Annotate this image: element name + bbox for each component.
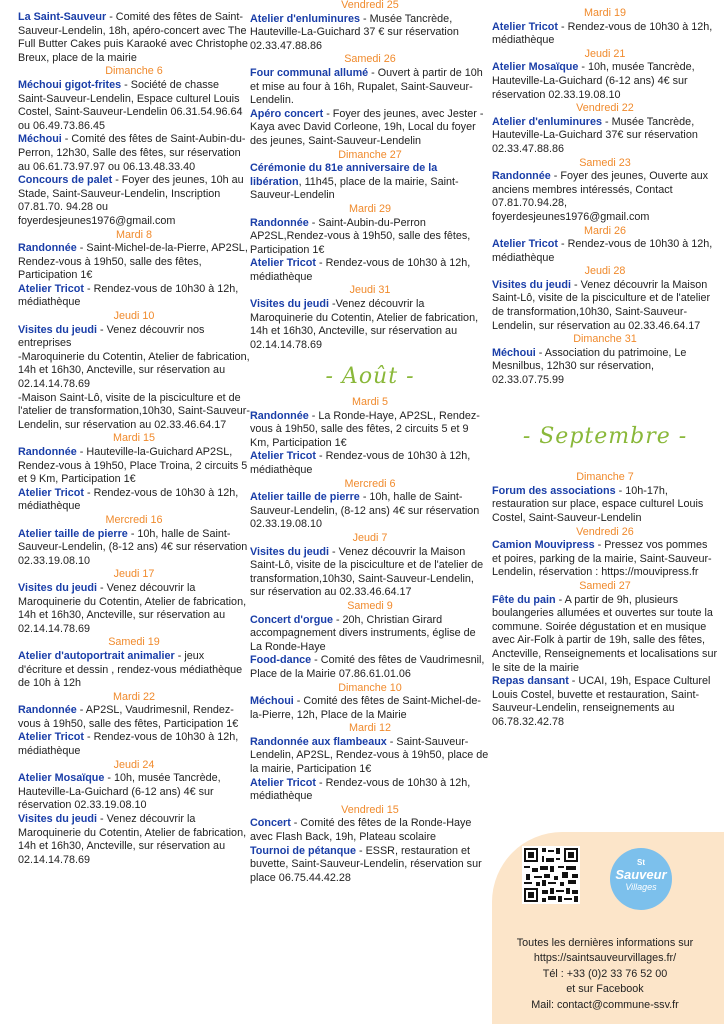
event-title: Atelier Tricot	[18, 731, 84, 744]
logo-line-2: Sauveur	[615, 867, 667, 882]
event-item	[492, 675, 718, 729]
event-item	[492, 279, 718, 333]
event-item	[250, 491, 490, 532]
event-item	[18, 731, 250, 758]
event-date: Samedi 23	[579, 156, 631, 169]
event-item	[250, 695, 490, 722]
event-description: - Comité des fêtes de Vaudrimesnil, Place de la Mairie 07.86.61.01.06	[250, 654, 485, 680]
event-item	[492, 21, 718, 48]
event-item	[18, 650, 250, 691]
event-item	[18, 79, 250, 133]
event-description: - 10h, halle de Saint-Sauveur-Lendelin, (8-12 ans) 4€ sur réservation 02.33.19.08.10	[250, 491, 480, 531]
event-item	[250, 162, 490, 203]
event-description: - A partir de 9h, plusieurs boulangeries allumées et ouvertes sur toute la commune. Soirée dégustation et en musique avec Air-Folk à partir de 19h, salle des fêtes, Ancteville, Renseignements et localisations sur le site de la mairie	[492, 593, 718, 674]
event-title: Atelier d'autoportrait animalier	[18, 649, 175, 662]
phone-number: Tél : +33 (0)2 33 76 52 00	[542, 967, 668, 980]
event-description: - Association du patrimoine, Le Mesnilbus, 12h30 sur réservation, 02.33.07.75.99	[492, 346, 687, 387]
event-description: - Rendez-vous de 10h30 à 12h, médiathèque	[492, 238, 713, 264]
event-item	[18, 772, 250, 813]
event-description: - Société de chasse Saint-Sauveur-Lendelin, Espace culturel Louis Costel, Saint-Sauveur-Lendelin 06.31.54.96.64 ou 06.49.73.86.45	[18, 78, 243, 132]
event-date: Samedi 9	[347, 599, 393, 612]
event-date: Vendredi 25	[341, 0, 399, 11]
event-title: Fête du pain	[492, 593, 556, 606]
event-item	[18, 11, 250, 65]
column-1	[18, 11, 250, 867]
event-description: - AP2SL, Vaudrimesnil, Rendez-vous à 19h50, salle des fêtes, Participation 1€	[18, 704, 239, 730]
event-description: - Rendez-vous de 10h30 à 12h, médiathèque	[18, 731, 239, 758]
event-title: Atelier Tricot	[250, 776, 316, 789]
event-description: - Rendez-vous de 10h30 à 12h, médiathèque	[250, 776, 471, 803]
event-date: Samedi 19	[108, 636, 160, 649]
event-title: Concert d'orgue	[250, 613, 333, 626]
contact-footer	[492, 832, 724, 1024]
event-item	[18, 174, 250, 228]
event-item	[18, 283, 250, 310]
event-item	[250, 298, 490, 352]
event-item	[18, 133, 250, 174]
event-date: Jeudi 10	[113, 310, 155, 323]
event-title: Visites du jeudi	[18, 581, 97, 594]
event-description: - La Ronde-Haye, AP2SL, Rendez-vous à 19h50, salle des fêtes, 2 circuits 5 et 9 Km, Participation 1€	[250, 409, 480, 449]
website-link[interactable]: https://saintsauveurvillages.fr/	[533, 952, 677, 965]
event-item	[250, 67, 490, 108]
logo-line-3: Villages	[625, 882, 657, 892]
event-title: Randonnée	[18, 242, 77, 255]
event-item	[18, 813, 250, 867]
event-item	[18, 392, 250, 433]
event-date: Jeudi 31	[349, 284, 391, 297]
event-date: Dimanche 6	[105, 65, 163, 78]
event-description: - 10h-17h, restauration sur place, espace culturel Louis Costel, Saint-Sauveur-Lendelin	[492, 484, 704, 524]
event-description: -Venez découvrir la Maroquinerie du Cotentin, Atelier de fabrication, 14h et 16h30, Ancteville, sur réservation au 02.14.14.78.69	[250, 298, 479, 351]
event-item	[18, 351, 250, 392]
event-title: Cérémonie du 81e anniversaire de la libération	[250, 162, 438, 188]
event-title: Atelier d'enluminures	[250, 12, 360, 25]
event-item	[18, 242, 250, 283]
event-date: Mercredi 16	[105, 513, 163, 526]
event-item	[492, 485, 718, 526]
event-date: Dimanche 10	[338, 681, 402, 694]
event-description: -Maison Saint-Lô, visite de la pisciculture et de l'atelier de transformation,10h30, Saint-Sauveur-Lendelin, sur réservation au 02.33.46.64.17	[18, 391, 250, 431]
event-item	[18, 324, 250, 351]
event-item	[250, 217, 490, 258]
event-date: Mardi 8	[115, 228, 152, 241]
event-date: Jeudi 28	[584, 265, 626, 278]
event-description: - Venez découvrir la Maroquinerie du Cotentin, Atelier de fabrication, 14h et 16h30, Ancteville, sur réservation au 02.14.14.78.69	[18, 813, 247, 866]
facebook-mention: et sur Facebook	[566, 983, 644, 996]
event-description: - Rendez-vous de 10h30 à 12h, médiathèque	[18, 486, 239, 513]
event-title: Randonnée	[250, 216, 309, 229]
event-item	[18, 487, 250, 514]
event-title: Randonnée	[18, 446, 77, 458]
event-item	[492, 594, 718, 676]
contact-info	[492, 936, 718, 1013]
event-date: Vendredi 26	[576, 525, 634, 538]
event-description: - jeux d'écriture et dessin , rendez-vous médiathèque de 10h à 12h	[18, 649, 243, 690]
event-description: - Hauteville-la-Guichard AP2SL, Rendez-vous à 19h50, Place Troina, 2 circuits 5 et 9 Km, Participation 1€	[18, 446, 248, 486]
event-item	[492, 116, 718, 157]
event-title: Forum des associations	[492, 484, 616, 497]
event-description: - Venez découvrir nos entreprises	[18, 323, 205, 350]
event-title: Atelier Tricot	[492, 238, 558, 251]
event-title: Camion Mouvipress	[492, 539, 595, 552]
event-item	[492, 61, 718, 102]
event-title: Visites du jeudi	[250, 545, 329, 558]
event-date: Samedi 27	[579, 579, 631, 592]
event-date: Jeudi 7	[352, 531, 388, 544]
event-item	[18, 582, 250, 636]
event-description: - Saint-Sauveur-Lendelin, AP2SL, Rendez-vous à 19h50, place de la mairie, Participation 1€	[250, 735, 489, 776]
event-item	[250, 450, 490, 477]
event-item	[492, 539, 718, 580]
event-item	[250, 13, 490, 54]
event-date: Jeudi 21	[584, 47, 626, 60]
event-title: Tournoi de pétanque	[250, 844, 356, 857]
event-item	[250, 410, 490, 451]
event-date: Vendredi 22	[576, 102, 634, 115]
event-item	[18, 528, 250, 569]
event-title: Méchoui	[250, 695, 294, 708]
event-title: Randonnée	[18, 704, 77, 717]
event-title: Randonnée aux flambeaux	[250, 735, 387, 748]
email-address[interactable]: Mail: contact@commune-ssv.fr	[531, 998, 679, 1011]
event-title: Randonnée	[492, 170, 551, 183]
event-title: Four communal allumé	[250, 66, 369, 79]
event-title: Méchoui	[492, 346, 536, 359]
column-2	[250, 0, 490, 885]
event-description: - 10h, halle de Saint-Sauveur-Lendelin, (8-12 ans) 4€ sur réservation 02.33.19.08.10	[18, 527, 248, 567]
event-date: Dimanche 31	[573, 333, 637, 346]
event-date: Dimanche 27	[338, 148, 402, 161]
event-description: - Foyer des jeunes, Ouverte aux anciens membres intéressés, Contact 07.81.70.94.28, foyerdesjeunes1976@gmail.com	[492, 170, 709, 223]
event-item	[250, 614, 490, 655]
event-description: , 11h45, place de la mairie, Saint-Sauveur-Lendelin	[250, 175, 459, 202]
month-heading: - Août -	[325, 364, 415, 390]
event-title: Visites du jeudi	[18, 813, 97, 826]
event-title: Atelier Mosaïque	[492, 61, 579, 74]
event-description: - Venez découvrir la Maison Saint-Lô, visite de la pisciculture et de l'atelier de transformation,10h30, Saint-Sauveur-Lendelin, sur réservation au 02.33.46.64.17	[492, 278, 711, 332]
event-date: Mardi 12	[348, 722, 391, 735]
event-item	[250, 736, 490, 777]
event-description: - Comité des fêtes de Saint-Sauveur-Lendelin, 18h, apéro-concert avec The Full Butter Cakes puis Karaoké avec Christophe Breux, place de la mairie	[18, 11, 248, 64]
event-title: Atelier Mosaïque	[18, 772, 105, 785]
event-date: Jeudi 17	[113, 568, 155, 581]
event-title: Atelier Tricot	[18, 282, 84, 295]
event-item	[492, 170, 718, 224]
event-title: Méchoui	[18, 133, 62, 146]
event-description: - Comité des fêtes de la Ronde-Haye avec Flash Back, 19h, Plateau scolaire	[250, 817, 472, 844]
event-date: Mardi 5	[351, 396, 388, 409]
event-description: - 20h, Christian Girard accompagnement divers instruments, église de La Ronde-Haye	[250, 613, 476, 653]
event-title: Apéro concert	[250, 107, 324, 120]
event-title: Atelier Tricot	[18, 486, 84, 499]
month-heading: - Septembre -	[522, 423, 688, 449]
event-description: - ESSR, restauration et buvette, Saint-Sauveur-Lendelin, réservation sur place 06.75.44.42.28	[250, 844, 482, 884]
event-date: Jeudi 24	[113, 758, 155, 771]
event-description: - Rendez-vous de 10h30 à 12h, médiathèque	[492, 20, 713, 47]
info-intro: Toutes les dernières informations sur	[516, 937, 694, 949]
event-item	[250, 845, 490, 886]
event-title: Atelier taille de pierre	[18, 527, 128, 540]
event-title: Food-dance	[250, 654, 312, 667]
event-date: Mardi 29	[348, 202, 391, 215]
event-item	[250, 546, 490, 600]
event-title: Repas dansant	[492, 675, 569, 688]
event-title: Atelier Tricot	[250, 450, 316, 463]
event-description: - Foyer des jeunes, 10h au Stade, Saint-Sauveur-Lendelin, Inscription 07.81.70. 94.28 ou foyerdesjeunes1976@gmail.com	[18, 174, 244, 227]
event-item	[18, 704, 250, 731]
event-title: Visites du jeudi	[492, 278, 571, 291]
event-description: - Comité des fêtes de Saint-Aubin-du-Perron, 12h30, Salle des fêtes, sur réservation au 06.61.73.97.97 ou 06.13.48.33.40	[18, 133, 246, 173]
event-item	[18, 446, 250, 487]
event-description: - Comité des fêtes de Saint-Michel-de-la-Pierre, 12h, Place de la Mairie	[250, 695, 482, 721]
event-description: -Maroquinerie du Cotentin, Atelier de fabrication, 14h et 16h30, Ancteville, sur réservation au 02.14.14.78.69	[18, 350, 250, 391]
event-item	[492, 347, 718, 388]
event-description: - Venez découvrir la Maroquinerie du Cotentin, Atelier de fabrication, 14h et 16h30, Ancteville, sur réservation au 02.14.14.78.69	[18, 581, 247, 635]
event-description: - Ouvert à partir de 10h et mise au four à 16h, Rupalet, Saint-Sauveur-Lendelin.	[250, 66, 483, 107]
event-title: Atelier taille de pierre	[250, 491, 360, 504]
event-description: - Venez découvrir la Maison Saint-Lô, visite de la pisciculture et de l'atelier de transformation,10h30, Saint-Sauveur-Lendelin, sur réservation au 02.33.46.64.17	[250, 545, 484, 599]
event-item	[250, 654, 490, 681]
column-3	[492, 7, 718, 730]
event-description: - Rendez-vous de 10h30 à 12h, médiathèque	[250, 257, 471, 283]
event-title: Concert	[250, 817, 291, 830]
event-description: - Musée Tancrède, Hauteville-La-Guichard 37€ sur réservation 02.33.47.88.86	[492, 115, 698, 155]
event-title: Visites du jeudi	[250, 298, 329, 311]
saint-sauveur-villages-logo	[610, 848, 672, 910]
event-description: - Foyer des jeunes, avec Jester - Kaya avec David Corleone, 19h, Local du foyer des jeunes, Saint-Sauveur-Lendelin	[250, 107, 484, 147]
event-title: Méchoui gigot-frites	[18, 78, 122, 91]
event-description: - UCAI, 19h, Espace Culturel Louis Costel, buvette et restauration, Saint-Sauveur-Lendelin, renseignements au 06.78.32.42.78	[492, 675, 711, 728]
event-title: Visites du jeudi	[18, 323, 97, 336]
event-date: Mardi 19	[583, 7, 626, 19]
event-date: Mercredi 6	[344, 477, 396, 490]
event-date: Mardi 15	[112, 432, 155, 445]
event-date: Vendredi 15	[341, 803, 399, 816]
event-description: - Musée Tancrède, Hauteville-La-Guichard 37 € sur réservation 02.33.47.88.86	[250, 12, 459, 52]
qr-code[interactable]	[522, 846, 580, 904]
event-description: - 10h, musée Tancrède, Hauteville-La-Guichard (6-12 ans) 4€ sur réservation 02.33.19.08.10	[492, 61, 695, 101]
event-title: Randonnée	[250, 409, 309, 422]
event-title: Atelier Tricot	[250, 257, 316, 270]
event-date: Dimanche 7	[576, 471, 634, 484]
event-date: Samedi 26	[344, 53, 396, 66]
event-item	[492, 238, 718, 265]
event-title: Atelier Tricot	[492, 20, 558, 33]
event-description: - Saint-Aubin-du-Perron AP2SL,Rendez-vous à 19h50, salle des fêtes, Participation 1€	[250, 216, 471, 256]
logo-line-1: St	[637, 858, 645, 867]
event-item	[250, 777, 490, 804]
event-description: - Rendez-vous de 10h30 à 12h, médiathèque	[18, 282, 239, 309]
event-description: - Saint-Michel-de-la-Pierre, AP2SL, Rendez-vous à 19h50, salle des fêtes, Participation 1€	[18, 242, 248, 282]
event-item	[250, 257, 490, 284]
event-title: La Saint-Sauveur	[18, 11, 107, 23]
event-title: Atelier d'enluminures	[492, 115, 602, 128]
event-date: Mardi 26	[583, 224, 626, 237]
event-description: - Pressez vos pommes et poires, parking de la mairie, Saint-Sauveur-Lendelin, réservation : https://mouvipress.fr	[492, 539, 712, 579]
event-description: - Rendez-vous de 10h30 à 12h, médiathèque	[250, 450, 471, 476]
event-item	[250, 817, 490, 844]
event-title: Concours de palet	[18, 174, 113, 187]
event-item	[250, 108, 490, 149]
event-date: Mardi 22	[112, 690, 155, 703]
event-description: - 10h, musée Tancrède, Hauteville-La-Guichard (6-12 ans) 4€ sur réservation 02.33.19.08.10	[18, 772, 221, 812]
